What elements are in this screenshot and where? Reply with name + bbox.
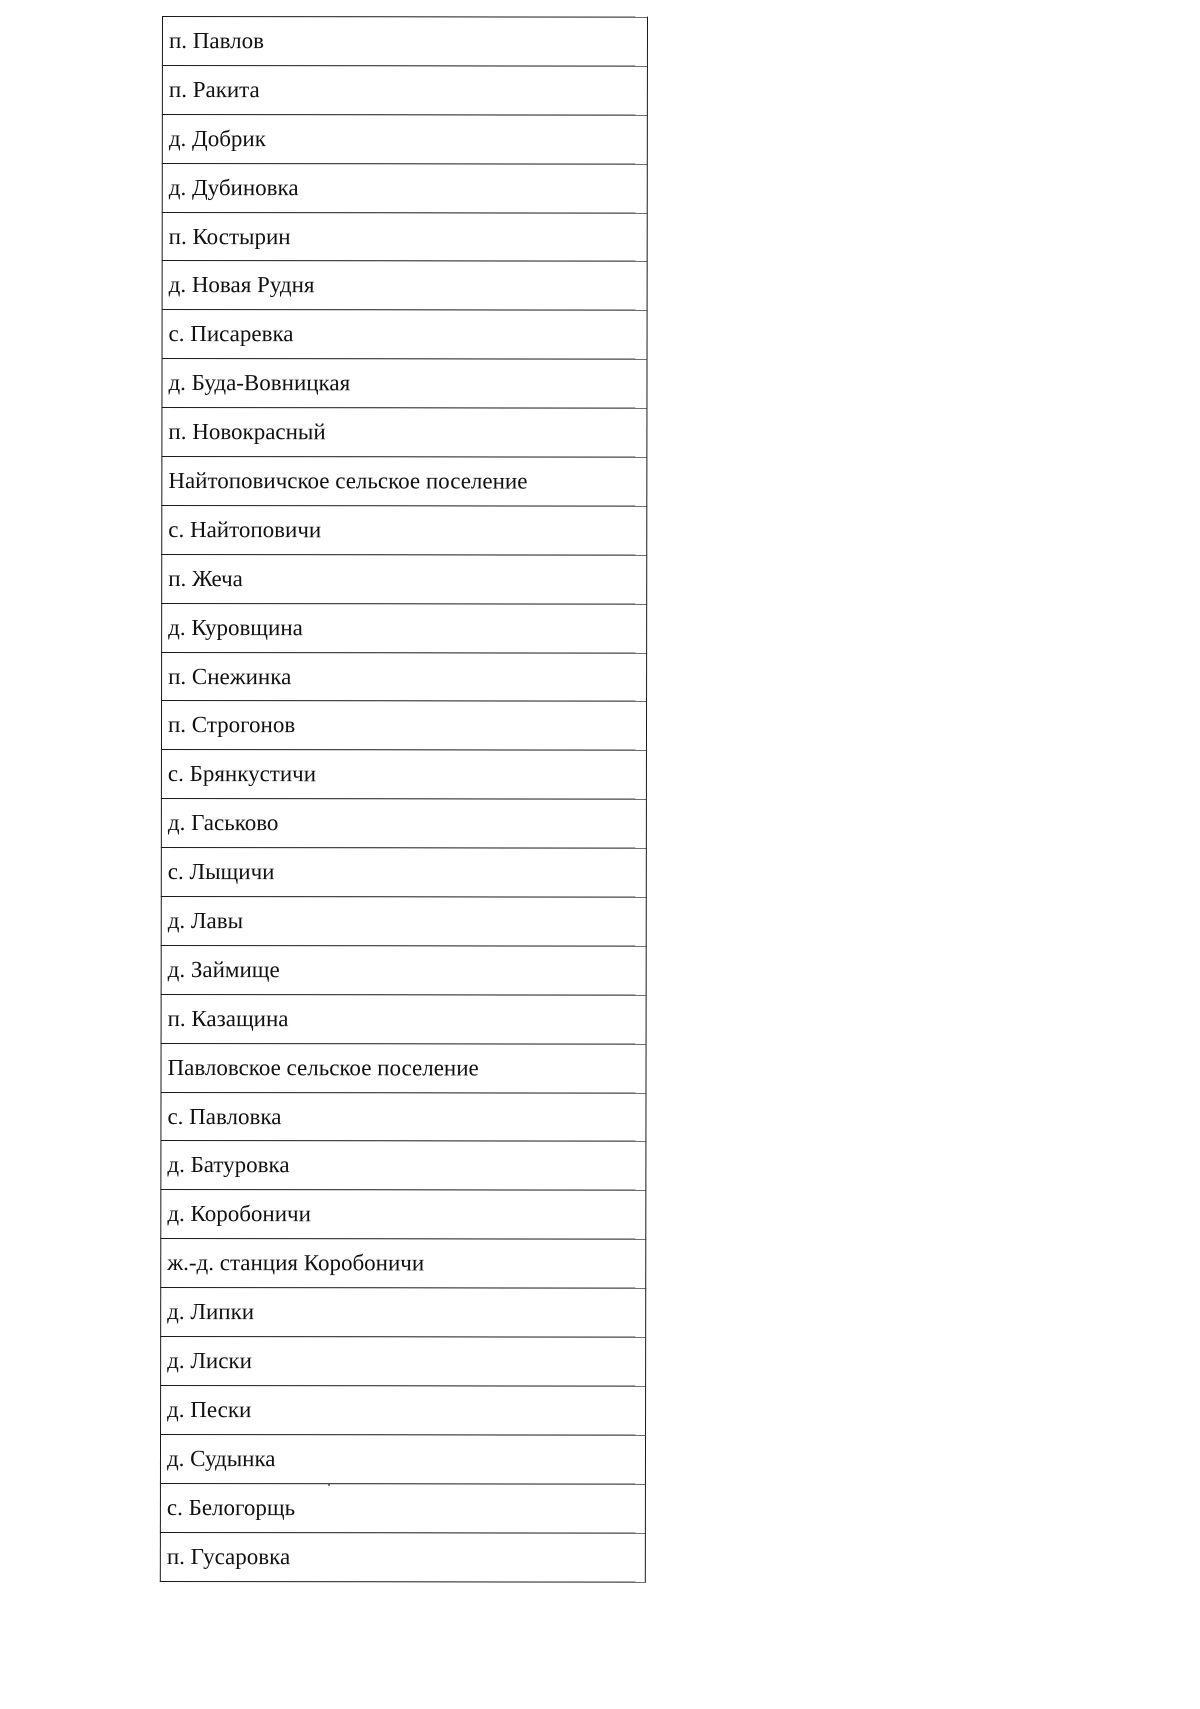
table-row (161, 945, 646, 995)
table-cell: п. Снежинка (162, 652, 647, 702)
settlement-table (160, 16, 648, 1582)
table-cell: Найтоповичское сельское поселение (162, 457, 647, 507)
table-row (160, 1532, 645, 1582)
table-row (162, 212, 647, 262)
table-row (162, 65, 647, 115)
table-row (160, 1434, 645, 1484)
table-cell: п. Гусаровка (160, 1532, 645, 1582)
table-cell: д. Куровщина (162, 603, 647, 653)
table-cell: с. Брянкустичи (161, 750, 646, 800)
table-row (161, 1288, 646, 1338)
table-row (161, 1239, 646, 1289)
table-row (162, 114, 647, 164)
table-cell: д. Новая Рудня (162, 261, 647, 311)
table-cell: Павловское сельское поселение (161, 1043, 646, 1093)
table-row (161, 1092, 646, 1142)
table-row (161, 701, 646, 751)
table-cell: ж.-д. станция Коробоничи (161, 1239, 646, 1289)
settlement-table-body (160, 17, 647, 1582)
table-cell: д. Займище (161, 945, 646, 995)
table-cell: д. Лиски (161, 1337, 646, 1387)
table-cell: д. Добрик (162, 114, 647, 164)
table-cell: д. Пески (161, 1385, 646, 1435)
table-cell: п. Костырин (162, 212, 647, 262)
table-cell: п. Ракита (162, 65, 647, 115)
table-cell: д. Гаськово (161, 799, 646, 849)
table-row (161, 1337, 646, 1387)
table-row (162, 408, 647, 458)
table-row (162, 359, 647, 409)
table-row (162, 603, 647, 653)
table-row (162, 261, 647, 311)
table-row (162, 652, 647, 702)
table-row (162, 163, 647, 213)
table-row (162, 310, 647, 360)
table-row (162, 554, 647, 604)
table-cell: п. Строгонов (161, 701, 646, 751)
table-row (161, 994, 646, 1044)
table-row (161, 799, 646, 849)
table-row (162, 457, 647, 507)
table-row (161, 1141, 646, 1191)
table-row (161, 848, 646, 898)
table-cell: с. Белогорщь (160, 1483, 645, 1533)
table-cell: д. Коробоничи (161, 1190, 646, 1240)
table-row (162, 505, 647, 555)
table-row (161, 1043, 646, 1093)
table-row (161, 750, 646, 800)
table-cell: с. Писаревка (162, 310, 647, 360)
table-row (161, 897, 646, 947)
table-cell: п. Жеча (162, 554, 647, 604)
table-cell: с. Найтоповичи (162, 505, 647, 555)
table-cell: п. Павлов (162, 17, 647, 67)
table-row (161, 1385, 646, 1435)
table-cell: с. Лыщичи (161, 848, 646, 898)
table-cell: п. Новокрасный (162, 408, 647, 458)
table-row (161, 1190, 646, 1240)
table-cell: д. Буда-Вовницкая (162, 359, 647, 409)
table-cell: д. Липки (161, 1288, 646, 1338)
table-cell: д. Судынка (160, 1434, 645, 1484)
table-cell: д. Дубиновка (162, 163, 647, 213)
table-cell: п. Казащина (161, 994, 646, 1044)
table-row (162, 17, 647, 67)
table-row (160, 1483, 645, 1533)
table-cell: д. Батуровка (161, 1141, 646, 1191)
table-cell: д. Лавы (161, 897, 646, 947)
scan-speck (328, 1484, 330, 1486)
table-cell: с. Павловка (161, 1092, 646, 1142)
